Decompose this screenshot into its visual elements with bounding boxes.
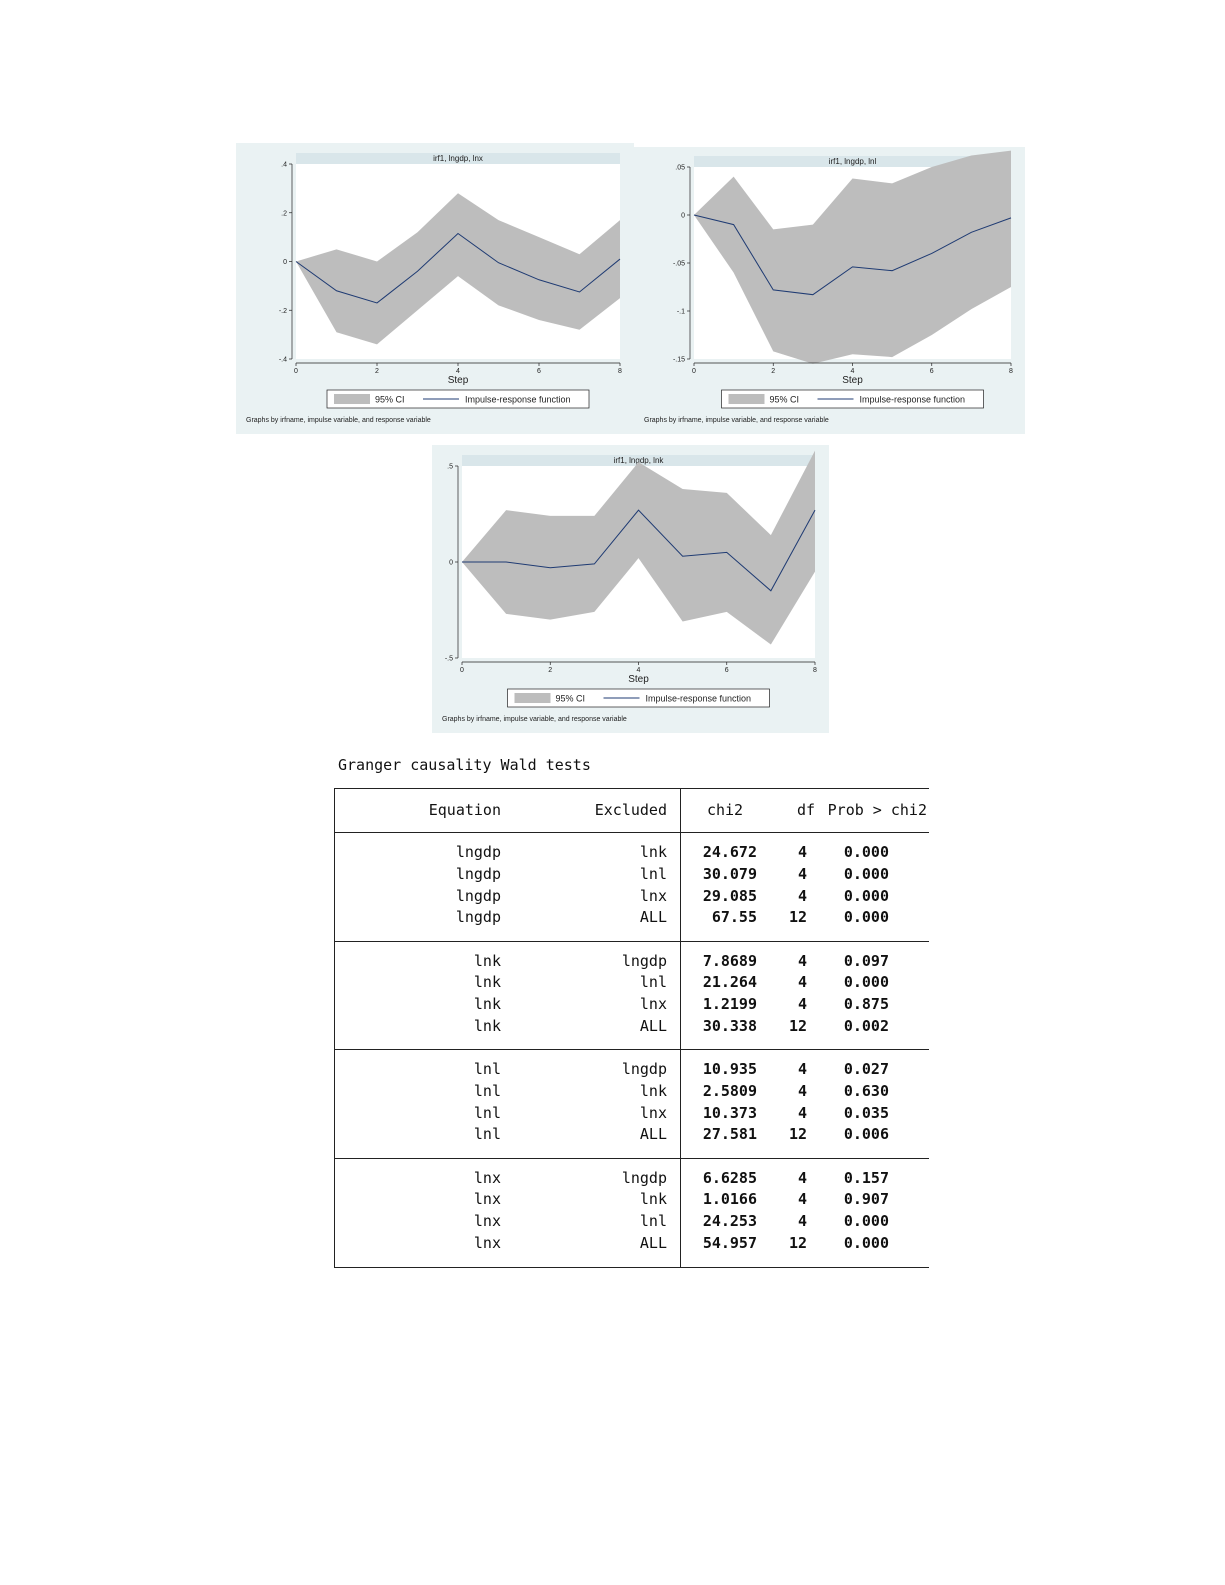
table-cell-chi2: 30.079 [702,864,757,883]
table-cell-excluded: ALL [639,1016,667,1035]
table-rule [335,941,929,942]
table-cell-prob: 0.630 [843,1081,889,1100]
table-cell-equation: lnl [473,1125,501,1144]
legend-ci-label: 95% CI [555,693,586,704]
table-cell-equation: lnl [473,1103,501,1122]
table-cell-excluded: lnl [639,973,667,992]
x-tick-label: 0 [692,368,696,375]
x-axis-title: Step [842,375,863,386]
table-cell-equation: lnx [473,1168,501,1187]
table-cell-excluded: lnk [639,1081,667,1100]
table-rule [335,1158,929,1159]
table-cell-chi2: 1.0166 [702,1190,757,1209]
x-tick-label: 6 [537,368,541,375]
y-tick-label: .05 [675,164,685,172]
table-cell-chi2: 24.253 [702,1212,757,1231]
table-cell-excluded: lngdp [621,1168,667,1187]
irf-panel-lnx [236,143,634,434]
y-tick-label: .5 [447,463,453,471]
col-header-chi2: chi2 [706,801,744,819]
table-cell-df: 4 [797,843,807,861]
irf-panel-lnl [634,147,1025,434]
x-tick-label: 4 [636,667,641,674]
graph-note: Graphs by irfname, impulse variable, and response variable [246,417,431,424]
legend-ci-label: 95% CI [769,394,800,405]
table-cell-df: 12 [788,1233,807,1252]
table-cell-excluded: lnk [639,1190,667,1209]
panel-title: irf1, lngdp, lnx [433,154,483,163]
table-cell-chi2: 6.6285 [702,1168,757,1187]
x-axis-title: Step [447,375,469,386]
table-cell-df: 12 [788,908,807,927]
table-cell-excluded: ALL [639,1125,667,1144]
table-cell-prob: 0.006 [843,1125,889,1144]
table-cell-df: 4 [797,1212,807,1231]
y-tick-label: -.4 [278,356,287,364]
table-cell-df: 12 [788,1016,807,1035]
table-cell-df: 4 [797,1168,807,1187]
table-cell-prob: 0.097 [843,951,889,970]
table-cell-df: 4 [797,1103,807,1122]
table-cell-excluded: lngdp [621,951,667,970]
table-cell-prob: 0.000 [843,908,889,927]
table-cell-equation: lngdp [455,886,501,905]
table-cell-df: 4 [797,1081,807,1100]
table-cell-df: 4 [797,973,807,992]
table-cell-prob: 0.002 [843,1016,889,1035]
x-tick-label: 8 [618,368,622,375]
irf-panel-lnk [432,445,829,733]
irf-chart-lnx [236,143,634,434]
table-cell-chi2: 27.581 [702,1125,757,1144]
legend-irf-label: Impulse-response function [859,394,966,405]
y-tick-label: -.5 [444,655,453,663]
table-cell-chi2: 54.957 [702,1233,757,1252]
table-cell-excluded: lnl [639,1212,667,1231]
y-tick-label: -.05 [672,260,685,268]
table-cell-equation: lnl [473,1060,501,1078]
table-cell-excluded: ALL [639,1233,667,1252]
table-cell-excluded: lnk [639,843,667,861]
table-cell-df: 4 [797,864,807,883]
col-header-df: df [796,801,815,819]
table-cell-df: 4 [797,1190,807,1209]
col-header-prob: Prob > chi2 [827,801,927,819]
table-cell-prob: 0.907 [843,1190,889,1209]
table-cell-equation: lnx [473,1212,501,1231]
table-cell-df: 4 [797,951,807,970]
table-cell-chi2: 2.5809 [702,1081,757,1100]
table-cell-prob: 0.000 [843,864,889,883]
x-tick-label: 6 [724,667,729,674]
panel-title: irf1, lngdp, lnl [828,157,877,166]
x-tick-label: 0 [460,667,464,674]
x-tick-label: 2 [548,667,553,674]
x-tick-label: 8 [813,667,817,674]
table-cell-chi2: 1.2199 [702,995,757,1014]
table-cell-prob: 0.875 [843,995,889,1014]
table-cell-chi2: 67.55 [711,908,757,927]
y-tick-label: .4 [281,161,287,169]
table-cell-equation: lnk [473,973,501,992]
table-cell-equation: lnl [473,1081,501,1100]
y-tick-label: -.2 [278,307,287,315]
table-cell-prob: 0.157 [843,1168,889,1187]
panel-title: irf1, lngdp, lnk [613,456,664,465]
x-tick-label: 2 [771,368,776,375]
table-rule [335,1049,929,1050]
table-cell-equation: lnk [473,951,501,970]
table-cell-equation: lnx [473,1190,501,1209]
table-cell-df: 4 [797,1060,807,1078]
table-cell-excluded: lngdp [621,1060,667,1078]
table-cell-equation: lngdp [455,843,501,861]
y-tick-label: -.1 [676,308,685,316]
table-cell-df: 4 [797,886,807,905]
irf-chart-lnk [432,445,829,733]
table-cell-excluded: lnx [639,1103,667,1122]
x-tick-label: 8 [1009,368,1013,375]
table-cell-equation: lnk [473,1016,501,1035]
table-cell-excluded: lnx [639,886,667,905]
legend-irf-label: Impulse-response function [465,394,571,405]
table-cell-chi2: 30.338 [702,1016,757,1035]
table-cell-equation: lngdp [455,908,501,927]
table-cell-prob: 0.000 [843,886,889,905]
y-tick-label: .2 [281,210,287,218]
x-tick-label: 4 [850,368,855,375]
table-cell-chi2: 10.373 [702,1103,757,1122]
table-cell-prob: 0.000 [843,843,889,861]
y-tick-label: 0 [681,212,685,220]
table-cell-df: 12 [788,1125,807,1144]
table-rule [335,832,929,833]
irf-chart-lnl [634,147,1025,434]
table-cell-excluded: lnl [639,864,667,883]
table-cell-equation: lngdp [455,864,501,883]
legend-ci-swatch [515,693,551,703]
x-tick-label: 6 [929,368,934,375]
table-cell-prob: 0.000 [843,1212,889,1231]
x-tick-label: 0 [294,368,298,375]
table-title: Granger causality Wald tests [338,756,591,774]
graph-note: Graphs by irfname, impulse variable, and response variable [442,716,627,723]
col-header-equation: Equation [428,801,501,819]
table-cell-prob: 0.027 [843,1060,889,1078]
table-cell-equation: lnx [473,1233,501,1252]
col-header-excluded: Excluded [594,801,667,819]
table-cell-excluded: lnx [639,995,667,1014]
table-cell-prob: 0.035 [843,1103,889,1122]
table-cell-chi2: 7.8689 [702,951,757,970]
table-cell-chi2: 24.672 [702,843,757,861]
table-cell-chi2: 21.264 [702,973,757,992]
x-axis-title: Step [628,674,649,685]
graph-note: Graphs by irfname, impulse variable, and response variable [644,417,829,424]
table-cell-df: 4 [797,995,807,1014]
table-cell-excluded: ALL [639,908,667,927]
x-tick-label: 4 [456,368,460,375]
y-tick-label: 0 [449,559,453,567]
table-cell-equation: lnk [473,995,501,1014]
legend-ci-swatch [334,394,370,404]
legend-irf-label: Impulse-response function [645,693,752,704]
granger-table [334,788,929,1268]
y-tick-label: 0 [283,259,287,266]
y-tick-label: -.15 [672,356,685,364]
legend-ci-swatch [729,394,765,404]
table-cell-prob: 0.000 [843,1233,889,1252]
table-divider [680,789,681,1267]
table-cell-chi2: 29.085 [702,886,757,905]
x-tick-label: 2 [375,368,379,375]
legend-ci-label: 95% CI [375,394,405,405]
table-cell-chi2: 10.935 [702,1060,757,1078]
table-cell-prob: 0.000 [843,973,889,992]
